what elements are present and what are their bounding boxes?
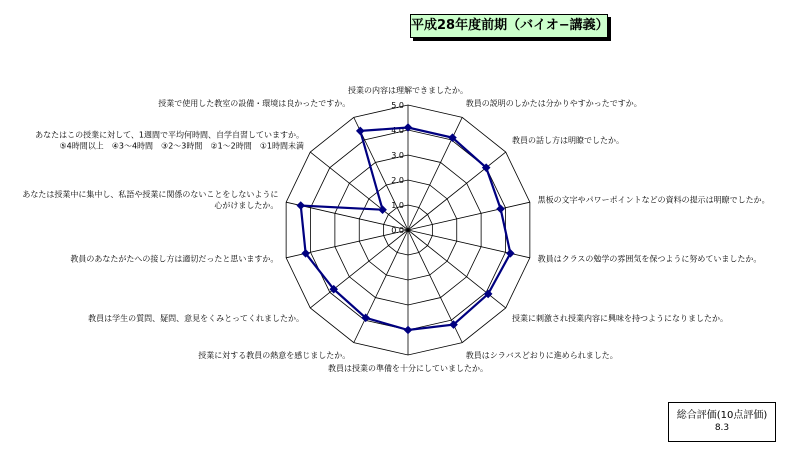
category-label-line: 黒板の文字やパワーポイントなどの資料の提示は明瞭でしたか。: [537, 195, 770, 205]
category-label-line: 教員は学生の質問、疑問、意見をくみとってくれましたか。: [88, 313, 305, 323]
category-label: [538, 194, 770, 204]
category-label: [512, 313, 728, 323]
category-label-line: 教員は授業の準備を十分にしていましたか。: [328, 364, 488, 373]
category-label: [328, 363, 488, 373]
category-label-line: あなたはこの授業に対して、1週間で平均何時間、自学自習していますか。: [35, 130, 305, 140]
tick-label: 4.0: [391, 126, 404, 135]
category-label-line: ⑤4時間以上 ④3〜4時間 ③2〜3時間 ②1〜2時間 ①1時間未満: [59, 141, 305, 151]
category-label: [466, 350, 618, 360]
data-point: [497, 205, 504, 212]
category-label: [158, 98, 350, 108]
data-point: [357, 127, 364, 134]
tick-label: 0.0: [391, 226, 404, 235]
overall-score-label: 総合評価(10点評価): [676, 410, 768, 421]
tick-label: 5.0: [391, 101, 404, 110]
category-label-line: 教員の話し方は明瞭でしたか。: [511, 136, 624, 146]
overall-score-value: 8.3: [714, 423, 730, 433]
category-label-line: 授業に刺激され授業内容に興味を持つようになりましたか。: [511, 313, 728, 323]
data-point: [404, 124, 411, 131]
category-label-line: 授業に対する教員の熱意を感じましたか。: [198, 350, 351, 360]
category-label: [348, 85, 468, 95]
data-point: [404, 326, 411, 333]
category-label: [512, 135, 624, 145]
category-label: [22, 189, 278, 210]
category-label-line: 教員のあなたがたへの接し方は適切だったと思いますか。: [70, 254, 279, 264]
category-label-line: 授業で使用した教室の設備・環境は良かったですか。: [158, 99, 351, 109]
axis-spoke: [408, 202, 530, 230]
chart-title: 平成28年度前期（バイオ−講義）: [410, 14, 608, 38]
category-label-line: 教員はシラバスどおりに進められました。: [465, 350, 618, 360]
category-label: [466, 98, 642, 108]
category-label: [88, 313, 304, 323]
category-label: [35, 130, 304, 151]
overall-score-box: [668, 402, 776, 442]
series-line: [301, 128, 511, 331]
tick-label: 1.0: [391, 201, 404, 210]
category-label-line: あなたは授業中に集中し、私語や授業に関係のないことをしないように: [22, 189, 279, 199]
category-label: [198, 350, 350, 360]
tick-label: 3.0: [391, 151, 404, 160]
data-point: [297, 202, 304, 209]
category-label-line: 心がけましたか。: [214, 200, 279, 210]
tick-label: 2.0: [391, 176, 404, 185]
category-label: [70, 254, 278, 264]
category-label: [538, 254, 762, 264]
category-label-line: 授業の内容は理解できましたか。: [348, 86, 468, 95]
category-label-line: 教員はクラスの勉学の雰囲気を保つように努めていましたか。: [537, 254, 762, 264]
category-label-line: 教員の説明のしかたは分かりやすかったですか。: [465, 99, 642, 109]
